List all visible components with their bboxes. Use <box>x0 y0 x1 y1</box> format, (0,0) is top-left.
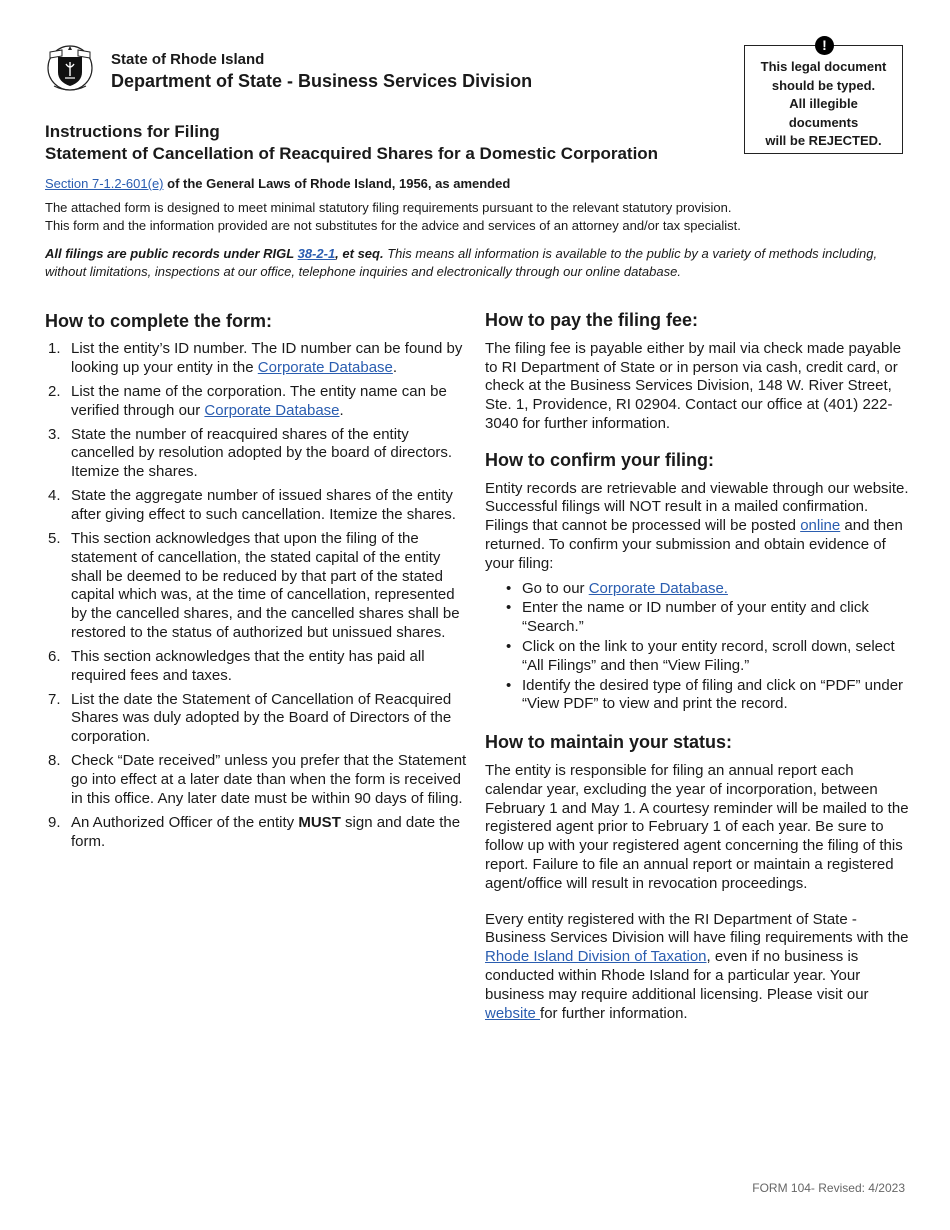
corporate-database-link[interactable]: Corporate Database. <box>588 579 728 597</box>
list-item: 6. This section acknowledges that the entity has paid all required fees and taxes. <box>48 647 425 684</box>
warning-line-5: will be REJECTED. <box>765 133 882 148</box>
warning-line-2: should be typed. <box>771 77 876 93</box>
list-item: 9. An Authorized Officer of the entity MUST sign and date the form. <box>48 813 461 850</box>
header-state: State of Rhode Island <box>111 51 265 68</box>
list-item: • Identify the desired type of filing and click on “PDF” under “View PDF” to view and print the record. <box>506 676 904 713</box>
steps-list <box>45 340 470 851</box>
typed-warning-box <box>744 37 903 154</box>
list-item: 5. This section acknowledges that upon the filing of the statement of cancellation, the stated capital of the entity shall be deemed to be reduced by that part of the stated capital which was, at the time of cancellation, represented by the cancelled shares, and the cancelled shares shall be restored to the status of authorized but unissued shares. <box>48 529 460 641</box>
maintain-para-2: Every entity registered with the RI Department of State - Business Services Division will have filing requirements with the Rhode Island Division of Taxation, even if no business is conducted within Rhode Island for a particular year. Your business may require additional licensing. Please visit our website for further information. <box>485 910 909 1022</box>
list-item: 3. State the number of reacquired shares of the entity cancelled by resolution adopted by the board of directors. Itemize the shares. <box>48 425 453 481</box>
corporate-database-link[interactable]: Corporate Database <box>257 358 393 376</box>
page-subtitle: Statement of Cancellation of Reacquired Shares for a Domestic Corporation <box>45 144 659 163</box>
warning-line-1: This legal document <box>760 59 887 74</box>
intro-text <box>45 199 905 235</box>
corporate-database-link[interactable]: Corporate Database <box>204 401 340 419</box>
list-item: 8. Check “Date received” unless you prefer that the Statement go into effect at a later date than when the form is received in this office. Any later date must be within 90 days of filing. <box>48 752 467 807</box>
header-department: Department of State - Business Services Division <box>111 71 533 91</box>
confirm-text: Entity records are retrievable and viewable through our website. Successful filings will NOT result in a mailed confirmation. Filings that cannot be processed will be posted online and then returned. To confirm your submission and obtain evidence of your filing: <box>485 479 909 572</box>
intro-line-2: This form and the information provided are not substitutes for the advice and services of an attorney and/or tax specialist. <box>45 218 741 233</box>
complete-form-section <box>45 311 470 857</box>
warning-line-4: documents <box>788 114 859 130</box>
list-item: 2. List the name of the corporation. The entity name can be verified through our Corporate Database. <box>48 382 447 419</box>
confirm-heading: How to confirm your filing: <box>485 449 714 470</box>
warning-line-3: All illegible <box>789 96 858 111</box>
pay-heading: How to pay the filing fee: <box>485 310 699 330</box>
complete-heading: How to complete the form: <box>45 311 273 331</box>
list-item: • Go to our Corporate Database. <box>506 579 728 597</box>
pay-text: The filing fee is payable either by mail via check made payable to RI Department of State or in person via cash, credit card, or check at the Business Services Division, 148 W. River Street, Ste. 1, Providence, RI 02904. Contact our office at (401) 222-3040 for further information. <box>485 339 902 432</box>
state-seal-icon <box>44 42 96 94</box>
page-title: Instructions for Filing <box>45 122 220 141</box>
list-item: 7. List the date the Statement of Cancellation of Reacquired Shares was duly adopted by the Board of Directors of the corporation. <box>48 690 452 746</box>
list-item: 1. List the entity’s ID number. The ID number can be found by looking up your entity in the Corporate Database. <box>48 340 463 376</box>
statute-text: of the General Laws of Rhode Island, 1956, as amended <box>163 176 511 191</box>
maintain-heading: How to maintain your status: <box>485 732 733 753</box>
online-link[interactable]: online <box>800 517 841 535</box>
right-column <box>485 311 910 1023</box>
exclamation-icon: ! <box>815 36 834 55</box>
form-revision-footer: FORM 104- Revised: 4/2023 <box>752 1181 905 1195</box>
confirm-steps <box>485 580 910 715</box>
list-item: • Click on the link to your entity record, scroll down, select “All Filings” and then “View Filing.” <box>506 637 895 674</box>
maintain-para-1: The entity is responsible for filing an annual report each calendar year, excluding the year of incorporation, between February 1 and May 1. A courtesy reminder will be mailed to the registered agent prior to February 1 of each year. Be sure to follow up with your registered agent concerning the filing of this report. Failure to file an annual report or maintain a registered agent/office will result in revocation proceedings. <box>485 761 909 892</box>
rigl-link[interactable]: 38-2-1 <box>297 246 336 261</box>
intro-line-1: The attached form is designed to meet minimal statutory filing requirements pursuant to the relevant statutory provision. <box>45 200 732 215</box>
public-records-suffix: , et seq. <box>335 246 384 261</box>
website-link[interactable]: website <box>485 1004 541 1022</box>
taxation-link[interactable]: Rhode Island Division of Taxation <box>485 948 707 966</box>
list-item: • Enter the name or ID number of your entity and click “Search.” <box>506 599 869 636</box>
statute-reference <box>45 176 510 191</box>
list-item: 4. State the aggregate number of issued shares of the entity after giving effect to such cancellation. Itemize the shares. <box>48 487 456 523</box>
statute-link[interactable]: Section 7-1.2-601(e) <box>45 176 164 191</box>
public-records-prefix: All filings are public records under RIGL <box>45 246 298 261</box>
public-records-text: This means all information is available to the public by a variety of methods including, without limitations, inspections at our office, telephone inquiries and electronically through our online database. <box>45 246 878 279</box>
public-records-notice <box>45 245 905 280</box>
